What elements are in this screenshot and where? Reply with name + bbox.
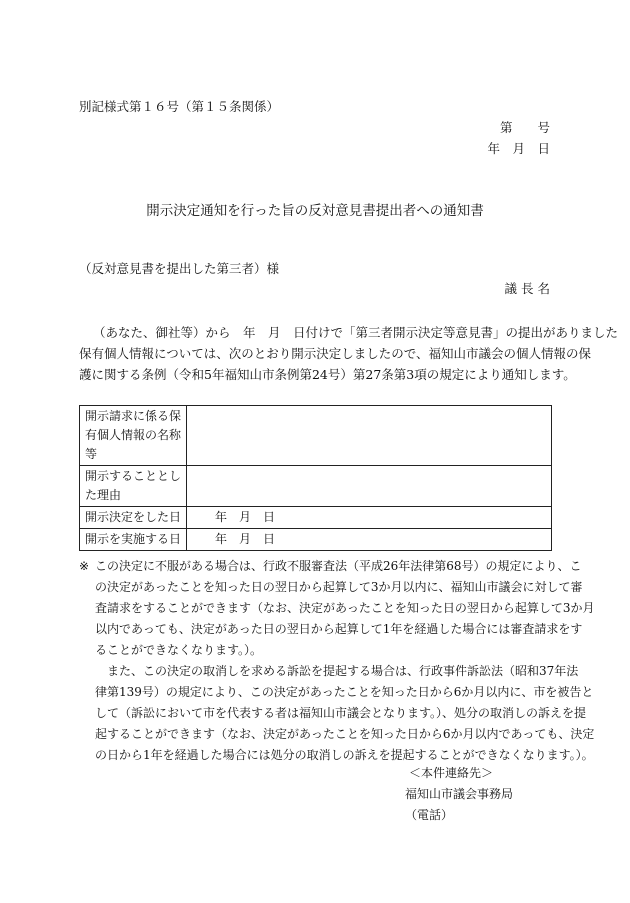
- document-date: 年 月 日: [487, 141, 550, 156]
- body-line: 護に関する条例（令和5年福知山市条例第24号）第27条第3項の規定により通知します。: [79, 367, 576, 382]
- table-value: [187, 406, 552, 466]
- contact-office: 福知山市議会事務局: [405, 787, 514, 801]
- note-line: 起することができます（なお、決定があったことを知った日から6か月以内であっても、決定: [95, 727, 595, 741]
- note-block: [79, 556, 595, 766]
- table-value: 年 月 日: [187, 529, 552, 551]
- note-line: 査請求をすることができます（なお、決定があったことを知った日の翌日から起算して3か月: [95, 601, 595, 615]
- body-line: 保有個人情報については、次のとおり開示決定しましたので、福知山市議会の個人情報の保: [79, 346, 592, 361]
- table-value: [187, 466, 552, 507]
- note-mark: ※: [79, 559, 90, 573]
- sender-name: 議 長 名: [504, 281, 550, 296]
- table-label: 開示決定をした日: [80, 507, 187, 529]
- table-label: 開示請求に係る保有個人情報の名称等: [80, 406, 187, 466]
- note-line: の決定があったことを知った日の翌日から起算して3か月以内に、福知山市議会に対して審: [95, 580, 583, 594]
- contact-block: [405, 763, 513, 826]
- body-line: （あなた、御社等）から 年 月 日付けで「第三者開示決定等意見書」の提出がありました: [93, 325, 619, 340]
- table-label: 開示することとした理由: [80, 466, 187, 507]
- table-value: 年 月 日: [187, 507, 552, 529]
- contact-phone: （電話）: [405, 808, 454, 822]
- note-line: 以内であっても、決定があった日の翌日から起算して1年を経過した場合には審査請求をす: [95, 622, 583, 636]
- info-table: [79, 405, 552, 551]
- note-line: して（訴訟において市を代表する者は福知山市議会となります。）、処分の取消しの訴えを提: [95, 706, 587, 720]
- body-paragraph: [79, 322, 619, 385]
- contact-heading: ＜本件連絡先＞: [409, 766, 494, 780]
- document-title: 開示決定通知を行った旨の反対意見書提出者への通知書: [146, 203, 484, 219]
- note-line: ることができなくなります。）。: [95, 643, 263, 657]
- table-label: 開示を実施する日: [80, 529, 187, 551]
- document-number: 第 号: [499, 120, 550, 135]
- note-line: この決定に不服がある場合は、行政不服審査法（平成26年法律第68号）の規定により、こ: [95, 559, 582, 573]
- table-row: [80, 466, 552, 507]
- form-label: 別記様式第１６号（第１５条関係）: [79, 99, 280, 114]
- table-row: [80, 529, 552, 551]
- addressee: （反対意見書を提出した第三者）様: [79, 261, 280, 276]
- note-line: の日から1年を経過した場合には処分の取消しの訴えを提起することができなくなります。）。: [95, 748, 594, 762]
- note-line: 律第139号）の規定により、この決定があったことを知った日から6か月以内に、市を被告と: [95, 685, 594, 699]
- table-row: [80, 507, 552, 529]
- table-row: [80, 406, 552, 466]
- note-line: また、この決定の取消しを求める訴訟を提起する場合は、行政事件訴訟法（昭和37年法: [95, 664, 579, 678]
